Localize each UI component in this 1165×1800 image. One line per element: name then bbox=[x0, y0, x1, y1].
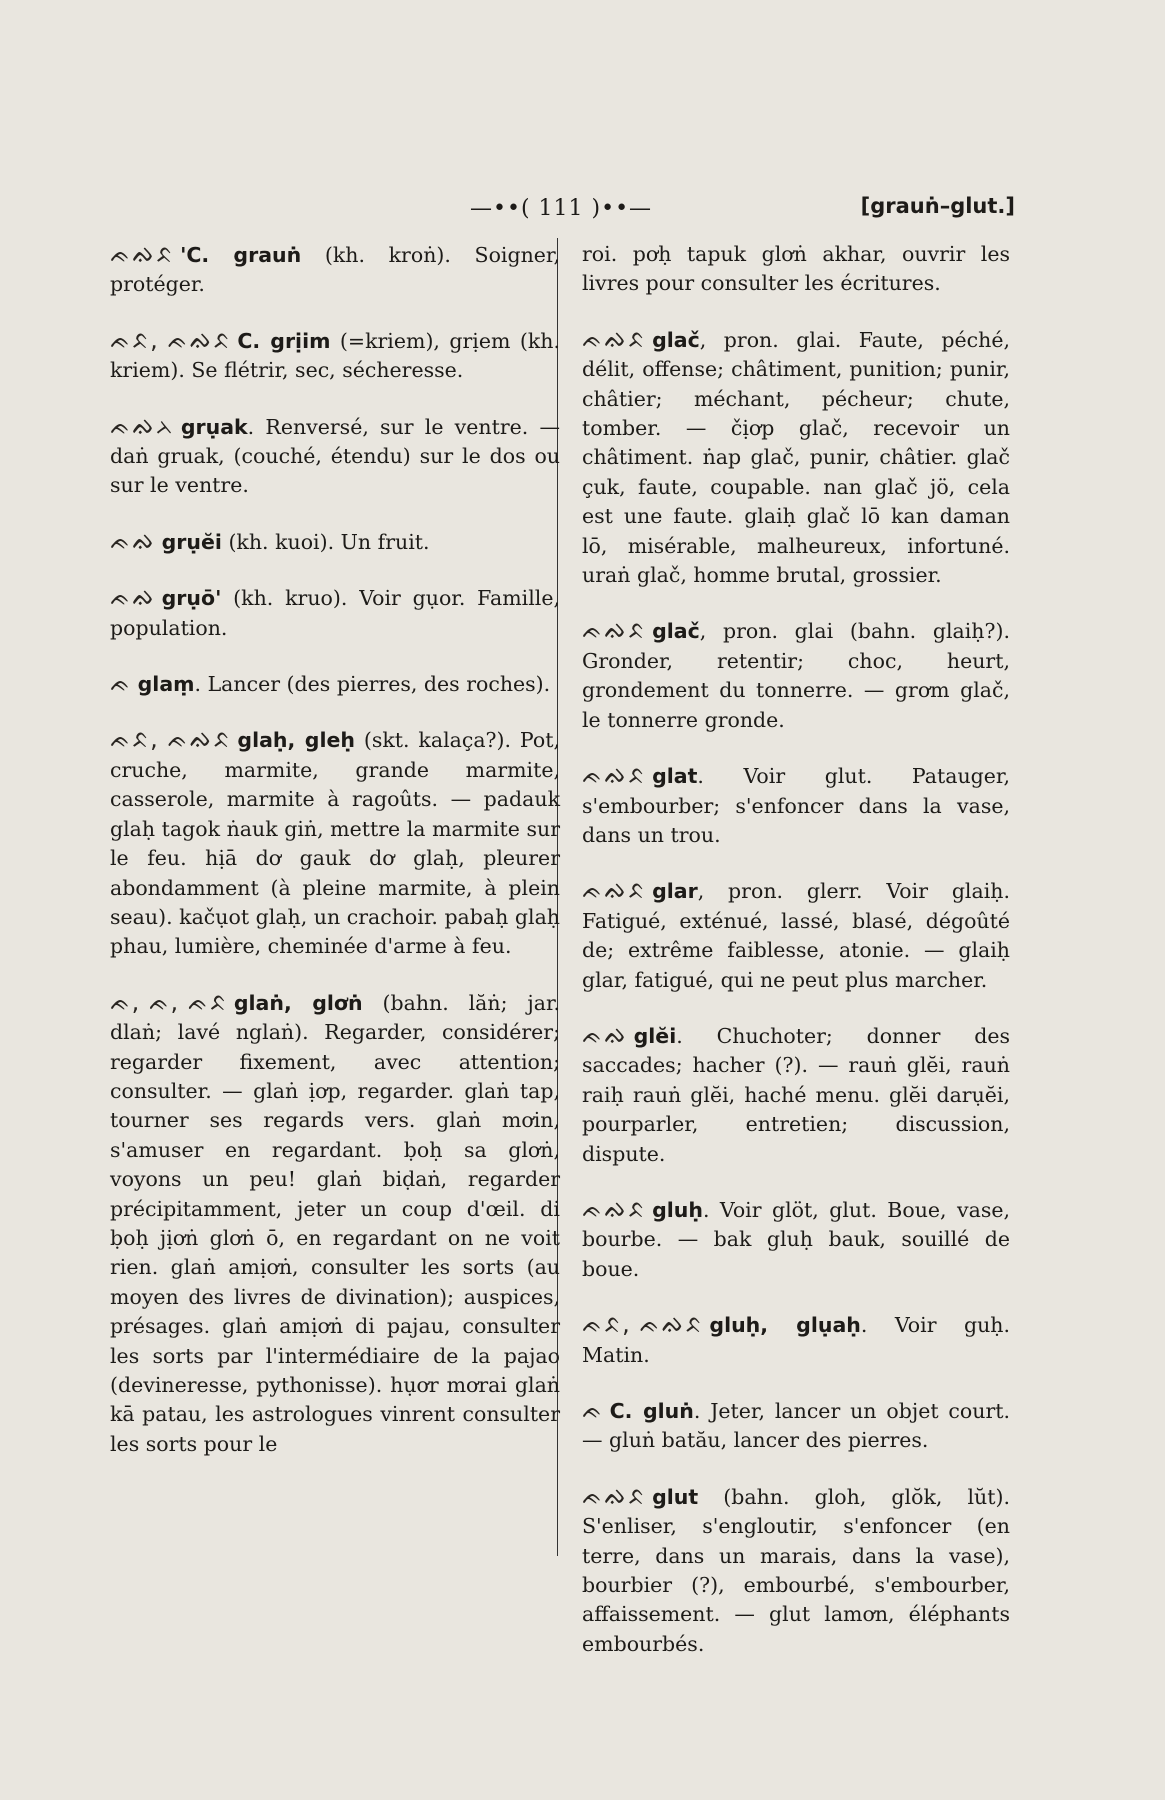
entry-headword: glaṅ, glơṅ bbox=[233, 990, 363, 1015]
running-head: [grauṅ–glut.] bbox=[860, 194, 1015, 218]
entry-definition: . Renversé, sur le ventre. — daṅ gruak, (couché, étendu) sur le dos ou sur le ventre. bbox=[110, 414, 560, 498]
entry-definition: , pron. glai. Faute, péché, délit, offense; châtiment, punition; punir, châtier; méchant, pécheur; chute, tomber. — čịơp glač, recevoir un châtiment. ṅap glač, punir, châtier. glač çuk, faute, coupable. nan glač jö, cela est une faute. glaiḥ glač lō kan daman lō, misérable, malheureux, infortuné. uraṅ glač, homme brutal, grossier. bbox=[582, 327, 1010, 588]
cham-script-word: ᨃᨁ bbox=[110, 583, 156, 612]
entry-headword: C. gluṅ bbox=[609, 1399, 694, 1423]
entry-headword: grụō' bbox=[161, 586, 222, 611]
entry-headword: gluḥ, glụaḥ bbox=[709, 1313, 861, 1338]
cham-script-word: ᨃᨁ bbox=[110, 526, 156, 555]
cham-script-word: ᨃᨁᨅ bbox=[582, 876, 647, 905]
page-number: —••( 111 )••— bbox=[470, 196, 653, 221]
entry-headword: glaṃ bbox=[137, 672, 195, 697]
dictionary-entry bbox=[110, 725, 560, 961]
cham-script-word: ᨃᨁᨅ bbox=[582, 1194, 647, 1223]
cham-script-word: ᨃᨅ, ᨃᨁᨅ bbox=[582, 1310, 704, 1339]
dictionary-entry bbox=[582, 1396, 1010, 1456]
dictionary-entry bbox=[582, 1482, 1010, 1659]
cham-script-word: ᨃᨅ, ᨃᨁᨅ bbox=[110, 325, 232, 354]
left-column bbox=[110, 240, 560, 1485]
entry-definition: (skt. kalaça?). Pot, cruche, marmite, grande marmite, casserole, marmite à ragoûts. — padauk glaḥ tagok ṅauk giṅ, mettre la marmite sur le feu. hịā dơ gauk dơ glaḥ, pleurer abondamment (à pleine marmite, à plein seau). kačụot glaḥ, un crachoir. pabaḥ glaḥ phau, lumière, cheminée d'arme à feu. bbox=[110, 728, 560, 959]
dictionary-entry bbox=[582, 876, 1010, 995]
dictionary-entry bbox=[110, 527, 560, 557]
entry-definition: (kh. kroṅ). Soigner, protéger. bbox=[110, 243, 560, 297]
dictionary-entry bbox=[110, 326, 560, 386]
entry-headword: glĕi bbox=[633, 1023, 677, 1048]
entry-definition: (=kriem), grịem (kh. kriem). Se flétrir, sec, sécheresse. bbox=[110, 328, 561, 383]
dictionary-entry bbox=[582, 1021, 1010, 1169]
entry-definition: . Voir glut. Patauger, s'embourber; s'enfoncer dans la vase, dans un trou. bbox=[582, 764, 1010, 847]
dictionary-entry bbox=[582, 761, 1010, 850]
entry-definition: (bahn. gloh, glŏk, lŭt). S'enliser, s'engloutir, s'enfoncer (en terre, dans un marais, dans la vase), bourbier (?), embourbé, s'embourber, affaissement. — glut lamơn, éléphants embourbés. bbox=[582, 1484, 1010, 1656]
cham-script-word: ᨃᨁᨅ bbox=[582, 1481, 647, 1510]
page-header bbox=[470, 194, 1015, 230]
entry-headword: glut bbox=[652, 1484, 699, 1509]
dictionary-entry bbox=[582, 1195, 1010, 1284]
entry-headword: gluḥ bbox=[652, 1197, 703, 1222]
entry-definition: (bahn. lăṅ; jar. dlaṅ; lavé nglaṅ). Regarder, considérer; regarder fixement, avec attention; consulter. — glaṅ ịơp, regarder. glaṅ tap, tourner ses regards vers. glaṅ mơin, s'amuser en regardant. ḅoḥ sa glơṅ, voyons un peu! glaṅ biḍaṅ, regarder précipitamment, jeter un coup d'œil. di ḅoḥ jịơṅ glơṅ ō, en regardant on ne voit rien. glaṅ amịơṅ, consulter les sorts (au moyen des livres de divination); auspices, présages. glaṅ amịơṅ di pajau, consulter les sorts par l'intermédiaire de la pajao (devineresse, pythonisse). hụơr mơrai glaṅ kā patau, les astrologues vinrent consulter les sorts pour le bbox=[110, 990, 561, 1456]
entry-definition: , pron. glai (bahn. glaiḥ?). Gronder, retentir; choc, heurt, grondement du tonnerre. — grơm glač, le tonnerre gronde. bbox=[582, 619, 1010, 732]
entry-headword: glat bbox=[652, 764, 698, 789]
entry-definition: . Chuchoter; donner des saccades; hacher (?). — rauṅ glĕi, rauṅ raiḥ rauṅ glĕi, haché menu. glĕi darụĕi, pourparler, entretien; discussion, dispute. bbox=[582, 1023, 1010, 1166]
cham-script-word: ᨃᨁᨅ bbox=[582, 761, 647, 790]
dictionary-entry bbox=[582, 240, 1010, 299]
entry-headword: 'C. grauṅ bbox=[180, 243, 302, 267]
right-column bbox=[582, 240, 1010, 1685]
dictionary-entry bbox=[110, 412, 560, 501]
dictionary-entry bbox=[110, 583, 560, 643]
entry-definition: (kh. kuoi). Un fruit. bbox=[221, 529, 430, 554]
cham-script-word: ᨃ, ᨃ, ᨃᨅ bbox=[110, 987, 228, 1016]
cham-script-word: ᨃᨁᨅ bbox=[110, 240, 175, 268]
dictionary-entry bbox=[110, 240, 560, 300]
cham-script-word: ᨃᨁᨅ bbox=[582, 616, 647, 645]
entry-definition: . Voir glöt, glut. Boue, vase, bourbe. — bak gluḥ bauk, souillé de boue. bbox=[582, 1197, 1010, 1281]
dictionary-entry bbox=[110, 988, 560, 1460]
entry-headword: grụak bbox=[180, 414, 248, 439]
entry-definition: . Lancer (des pierres, des roches). bbox=[194, 672, 551, 697]
entry-headword: glaḥ, gleḥ bbox=[237, 728, 355, 753]
entry-headword: C. grịim bbox=[237, 328, 331, 353]
cham-script-word: ᨃ bbox=[582, 1396, 604, 1424]
entry-definition: , pron. glerr. Voir glaiḥ. Fatigué, exténué, lassé, blasé, dégoûté de; extrême faiblesse, atonie. — glaiḥ glar, fatigué, qui ne peut plus marcher. bbox=[582, 879, 1010, 992]
dictionary-entry bbox=[582, 325, 1010, 591]
entry-headword: glač bbox=[652, 619, 700, 644]
entry-definition: roi. pơḥ tapuk glơṅ akhar, ouvrir les livres pour consulter les écritures. bbox=[582, 242, 1010, 296]
cham-script-word: ᨃᨅ, ᨃᨁᨅ bbox=[110, 725, 232, 754]
entry-headword: glar bbox=[652, 879, 698, 904]
entry-headword: glač bbox=[652, 327, 700, 352]
dictionary-entry bbox=[582, 1310, 1010, 1370]
dictionary-entry bbox=[582, 616, 1010, 735]
cham-script-word: ᨃᨁᨂ bbox=[110, 411, 175, 440]
entry-definition: . Jeter, lancer un objet court. — gluṅ batău, lancer des pierres. bbox=[582, 1399, 1010, 1453]
cham-script-word: ᨃ bbox=[110, 669, 132, 698]
entry-definition: (kh. kruo). Voir gụor. Famille, population. bbox=[110, 586, 560, 640]
entry-definition: . Voir guḥ. Matin. bbox=[582, 1313, 1011, 1367]
cham-script-word: ᨃᨁ bbox=[582, 1020, 628, 1049]
cham-script-word: ᨃᨁᨅ bbox=[582, 324, 647, 353]
dictionary-entry bbox=[110, 669, 560, 699]
entry-headword: grụĕi bbox=[161, 529, 222, 554]
